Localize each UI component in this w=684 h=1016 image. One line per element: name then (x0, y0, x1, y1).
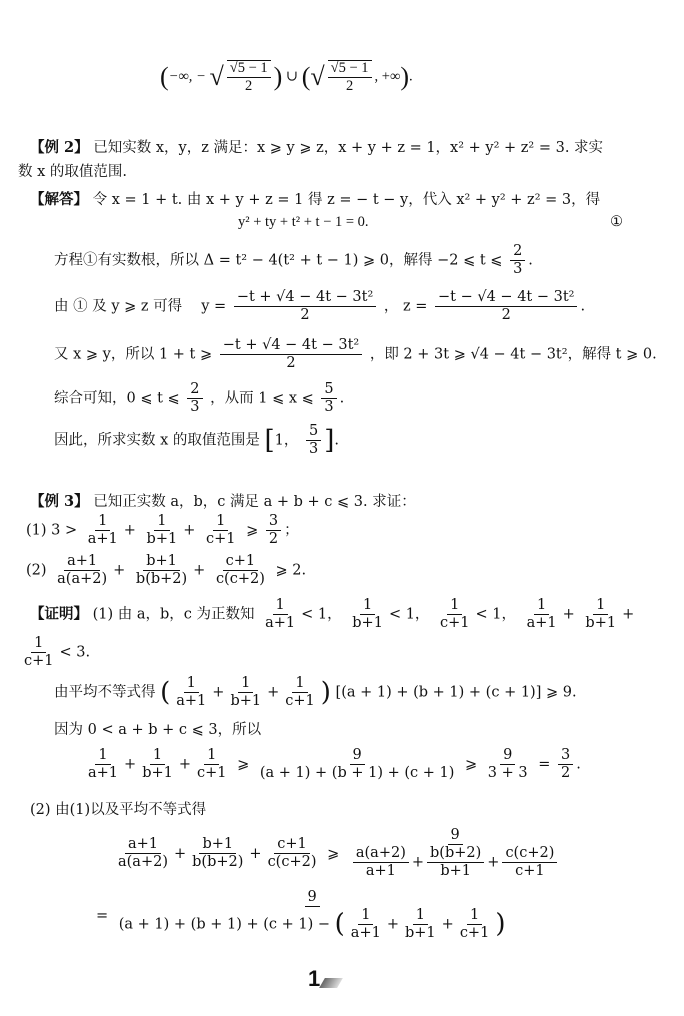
ex2-text: 已知实数 x，y，z 满足：x ⩾ y ⩾ z，x + y + z = 1，x² + y² + z² = 3. 求实 (93, 140, 604, 156)
ex3-proof-5: (2) 由(1)以及平均不等式得 (30, 802, 207, 818)
proof-tag: 【证明】 (30, 605, 88, 623)
ex3-proof-2: 由平均不等式得 ( $\frac{1}{a+1}$ + $\frac{1}{b+1}$ + $\frac{1}{c+1}$ ) [(a + 1) + (b + 1) + (c + 1)] ⩾ 9. (54, 675, 577, 710)
ex3-part1: (1) 3 > $\frac{1}{a+1}$ + $\frac{1}{b+1}$ + $\frac{1}{c+1}$ ⩾ $\frac{3}{2}$ ； (26, 513, 299, 548)
ex2-statement (30, 136, 684, 157)
ex2-solution-5: 又 x ⩾ y，所以 1 + t ⩾ $\frac{\text{−t + √4 − 4t − 3t²}}{2}$ ，即 2 + 3t ⩾ √4 − 4t − 3t²，解得 t ⩾ 0. (54, 337, 657, 372)
page-number-mark (319, 978, 343, 988)
ex2-solution-3: 方程①有实数根，所以 Δ = t² − 4(t² + t − 1) ⩾ 0，解得 −2 ⩽ t ⩽ $\frac{2}{3}$ . (54, 243, 533, 278)
ex2-solution-2: y² + ty + t² + t − 1 = 0. (238, 214, 369, 230)
page-number: 1 (308, 966, 321, 991)
ex2-statement-2: 数 x 的取值范围. (18, 164, 128, 180)
ex2-tag: 【例 2】 (30, 139, 89, 156)
ex2-solution-6: 综合可知，0 ⩽ t ⩽ $\frac{2}{3}$ ，从而 1 ⩽ x ⩽ $\frac{5}{3}$ . (54, 381, 345, 416)
ex3-proof-1b: $\frac{1}{c+1}$ < 3. (24, 635, 91, 670)
ex3-part2: (2) $\frac{a+1}{a(a+2)}$ + $\frac{b+1}{b(b+2)}$ + $\frac{c+1}{c(c+2)}$ ⩾ 2. (26, 553, 307, 588)
ex3-statement: 【例 3】 已知正实数 a，b，c 满足 a + b + c ⩽ 3. 求证： (30, 493, 416, 510)
equation-number: ① (610, 214, 623, 230)
solution-tag: 【解答】 (30, 191, 88, 208)
previous-result: (−∞, − √ $\frac{√5 - 1}{2}$ ) ∪ (√ $\frac{√5 - 1}{2}$ , +∞). (160, 60, 413, 95)
ex3-tag: 【例 3】 (30, 493, 89, 510)
ex3-proof-3: 因为 0 < a + b + c ⩽ 3，所以 (54, 722, 262, 738)
ex3-proof-7: = 9 (a + 1) + (b + 1) + (c + 1) − ( $\frac{1}{a+1}$ + $\frac{1}{b+1}$ + $\frac{1}{c+1}$ ) (96, 889, 506, 942)
ex2-solution-7: 因此，所求实数 x 的取值范围是 [1， $\frac{5}{3}$ ]. (54, 423, 340, 458)
ex3-proof-6: $\frac{a+1}{a(a+2)}$ + $\frac{b+1}{b(b+2)}$ + $\frac{c+1}{c(c+2)}$ ⩾ 9 $\frac{a(a+2)}{a+1}$ + $\frac{b(b+2)}{b+1}$ + $\frac{c(c+2)}{c+1}$ (112, 828, 684, 880)
ex3-proof-1: 【证明】 (1) 由 a，b，c 为正数知 $\frac{1}{a+1}$ < 1， $\frac{1}{b+1}$ < 1， $\frac{1}{c+1}$ < 1， $\frac{1}{a+1}$ + $\frac{1}{b+1}$ + (30, 597, 635, 632)
ex3-proof-4: $\frac{1}{a+1}$ + $\frac{1}{b+1}$ + $\frac{1}{c+1}$ ⩾ $\frac{9}{(a + 1) + (b + 1) + (c + 1)}$ ⩾ $\frac{9}{3 + 3}$ = $\frac{3}{2}$ . (88, 747, 581, 782)
ex2-solution-1: 【解答】 令 x = 1 + t. 由 x + y + z = 1 得 z = − t − y，代入 x² + y² + z² = 3，得 (30, 191, 601, 208)
ex2-solution-4: 由 ① 及 y ⩾ z 可得 y = $\frac{\text{−t + √4 − 4t − 3t²}}{2}$ ， z = $\frac{\text{−t − √4 − 4t − 3t²}}{2}$ . (54, 289, 586, 324)
